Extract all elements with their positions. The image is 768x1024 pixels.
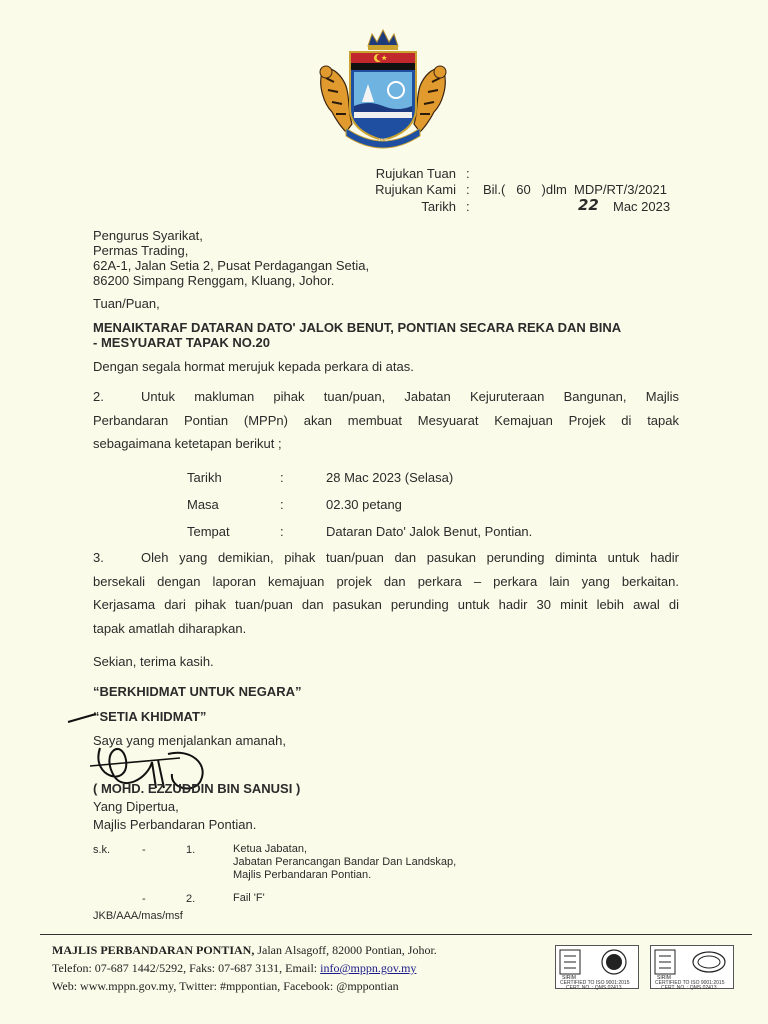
cert-caption: CERTIFIED TO ISO 9001:2015 bbox=[655, 980, 725, 986]
tarikh-day-handwritten: 22 bbox=[578, 196, 599, 214]
meeting-time-value: 02.30 petang bbox=[326, 497, 402, 512]
para2-body bbox=[93, 385, 679, 456]
sk-item-line: Jabatan Perancangan Bandar Dan Landskap, bbox=[233, 856, 457, 868]
meeting-date-value: 28 Mac 2023 (Selasa) bbox=[326, 470, 454, 485]
address-line: 62A-1, Jalan Setia 2, Pusat Perdagangan Setia, bbox=[93, 258, 370, 273]
sk-dash: - bbox=[142, 844, 146, 856]
rujukan-kami-label: Rujukan Kami bbox=[375, 182, 456, 197]
salutation: Tuan/Puan, bbox=[93, 296, 160, 311]
subject-line: MENAIKTARAF DATARAN DATO' JALOK BENUT, PONTIAN SECARA REKA DAN BINA bbox=[93, 320, 622, 335]
subject-line: - MESYUARAT TAPAK NO.20 bbox=[93, 335, 270, 350]
footer-contact-line bbox=[52, 961, 416, 976]
signer-title: Yang Dipertua, bbox=[93, 799, 179, 814]
motto-berkhidmat: “BERKHIDMAT UNTUK NEGARA” bbox=[93, 684, 302, 699]
rujukan-kami-value: Bil.( 60 )dlm MDP/RT/3/2021 bbox=[483, 182, 667, 197]
para3-line: Oleh yang demikian, pihak tuan/puan dan pasukan perunding diminta untuk hadir bbox=[141, 550, 679, 565]
footer-email-link[interactable]: info@mppn.gov.my bbox=[320, 961, 417, 975]
sk-item-1 bbox=[233, 843, 456, 882]
sirim-mark-text: SIRIM bbox=[657, 975, 671, 980]
sk-label: s.k. bbox=[93, 844, 111, 856]
signer-name: ( MOHD. EZZUDDIN BIN SANUSI ) bbox=[93, 781, 301, 796]
sk-item-number: 1. bbox=[186, 844, 196, 856]
sk-dash: - bbox=[142, 893, 146, 905]
cert-number: CERT. NO. : QMS 02413 bbox=[661, 985, 717, 991]
meeting-colon: : bbox=[280, 470, 284, 485]
para3-line: tapak amatlah diharapkan. bbox=[93, 620, 247, 636]
meeting-colon: : bbox=[280, 524, 284, 539]
sirim-quality-icon bbox=[556, 946, 638, 980]
motto-setia-khidmat: “SETIA KHIDMAT” bbox=[93, 709, 207, 724]
sk-item-2: Fail 'F' bbox=[233, 892, 265, 904]
footer-address: Jalan Alsagoff, 82000 Pontian, Johor. bbox=[254, 943, 437, 957]
cert-number: CERT. NO. : QMS 02413 bbox=[566, 985, 622, 991]
para3-body bbox=[93, 546, 679, 640]
crest-year: 1978 bbox=[378, 137, 388, 142]
meeting-colon: : bbox=[280, 497, 284, 512]
address-line: Pengurus Syarikat, bbox=[93, 228, 203, 243]
council-crest-logo bbox=[316, 28, 450, 154]
ref-colon: : bbox=[466, 166, 470, 181]
para2-number: 2. bbox=[93, 389, 104, 404]
tiger-right-icon bbox=[414, 66, 446, 132]
opening-line: Dengan segala hormat merujuk kepada perkara di atas. bbox=[93, 359, 414, 374]
meeting-place-label: Tempat bbox=[187, 524, 230, 539]
meeting-place-value: Dataran Dato' Jalok Benut, Pontian. bbox=[326, 524, 533, 539]
sk-item-line: Majlis Perbandaran Pontian. bbox=[233, 869, 372, 881]
para3-number: 3. bbox=[93, 550, 104, 565]
footer-divider bbox=[40, 934, 752, 935]
para3-line: Kerjasama dari pihak tuan/puan dan pasukan perunding untuk hadir 30 minit lebih awal di bbox=[93, 597, 679, 612]
para3-line: bersekali dengan laporan kemajuan projek dan perkara – perkara lain yang berkaitan. bbox=[93, 573, 679, 589]
cert-caption: CERTIFIED TO ISO 9001:2015 bbox=[560, 980, 630, 986]
sirim-mark-text: SIRIM bbox=[562, 975, 576, 980]
footer-org: MAJLIS PERBANDARAN PONTIAN, bbox=[52, 943, 255, 957]
ref-code: JKB/AAA/mas/msf bbox=[93, 910, 183, 922]
para2-line: Perbandaran Pontian (MPPn) akan membuat Mesyuarat Kemajuan Projek di tapak bbox=[93, 412, 679, 428]
ref-colon: : bbox=[466, 182, 470, 197]
closing-line: Sekian, terima kasih. bbox=[93, 654, 214, 669]
footer-web: Web: www.mppn.gov.my, Twitter: #mppontian, Facebook: @mppontian bbox=[52, 979, 399, 993]
crown-icon bbox=[368, 30, 398, 50]
footer-phone: Telefon: 07-687 1442/5292, Faks: 07-687 3131, Email: bbox=[52, 961, 321, 975]
tiger-left-icon bbox=[320, 66, 352, 132]
tarikh-label: Tarikh bbox=[421, 199, 456, 214]
sirim-standard-icon bbox=[651, 946, 733, 980]
address-line: 86200 Simpang Renggam, Kluang, Johor. bbox=[93, 273, 335, 288]
meeting-time-label: Masa bbox=[187, 497, 219, 512]
sk-item-number: 2. bbox=[186, 893, 196, 905]
rujukan-tuan-label: Rujukan Tuan bbox=[375, 166, 456, 181]
footer-org-line bbox=[52, 943, 437, 958]
signer-org: Majlis Perbandaran Pontian. bbox=[93, 817, 257, 832]
para2-line: sebagaimana ketetapan berikut ; bbox=[93, 436, 282, 451]
address-line: Permas Trading, bbox=[93, 243, 189, 258]
ref-colon: : bbox=[466, 199, 470, 214]
subject-heading bbox=[93, 320, 621, 350]
recipient-address bbox=[93, 228, 369, 288]
tarikh-month-year: Mac 2023 bbox=[613, 199, 671, 214]
shield-icon bbox=[350, 52, 416, 140]
meeting-date-label: Tarikh bbox=[187, 470, 222, 485]
saya-line: Saya yang menjalankan amanah, bbox=[93, 733, 286, 748]
para2-line: Untuk makluman pihak tuan/puan, Jabatan Kejuruteraan Bangunan, Majlis bbox=[141, 389, 679, 404]
sk-item-line: Ketua Jabatan, bbox=[233, 843, 308, 855]
